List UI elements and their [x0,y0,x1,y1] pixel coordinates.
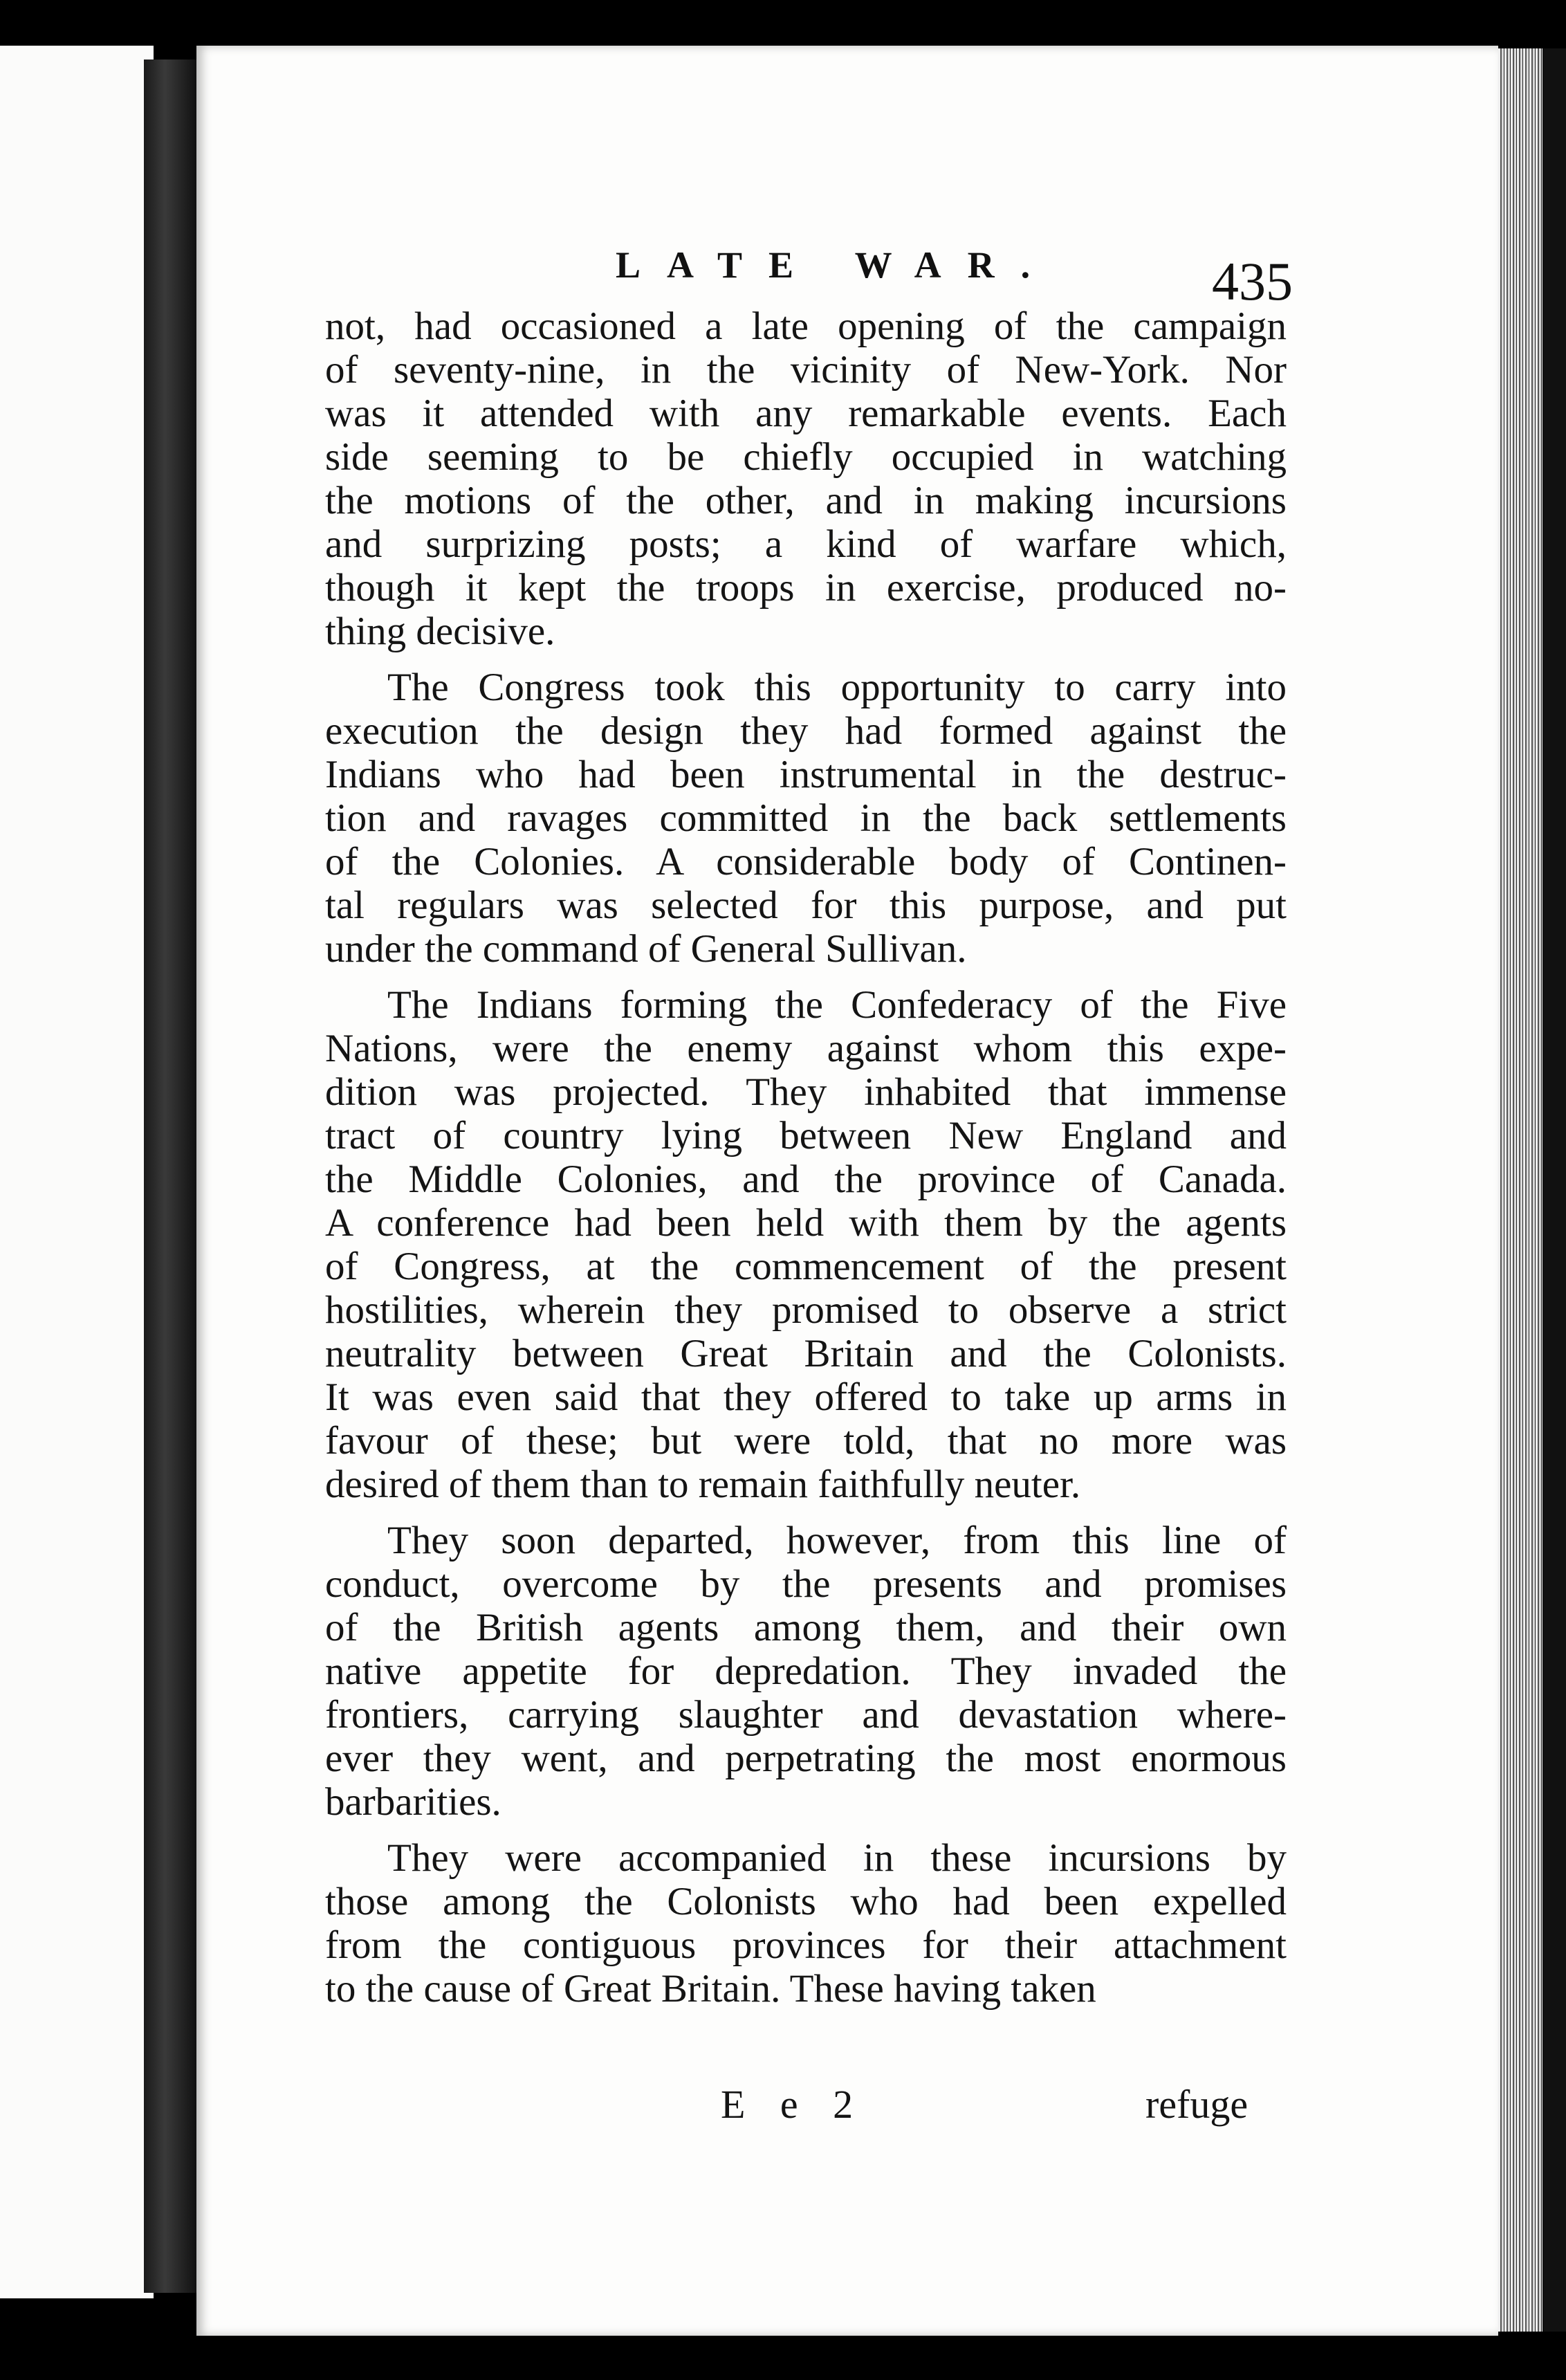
text-line: Indians who had been instrumental in the destruc- [325,753,1287,796]
text-line: was it attended with any remarkable events. Each [325,392,1287,435]
text-line: barbarities. [325,1780,501,1824]
text-line: thing decisive. [325,610,555,653]
running-head: LATE WAR. [616,244,1057,286]
catchword: refuge [1145,2082,1249,2127]
text-line: though it kept the troops in exercise, produced no- [325,566,1287,610]
text-line: and surprizing posts; a kind of warfare which, [325,522,1287,566]
text-line: side seeming to be chiefly occupied in watching [325,435,1287,479]
text-line: of the Colonies. A considerable body of Continen- [325,840,1287,884]
text-line: of the British agents among them, and their own [325,1606,1287,1649]
text-line: not, had occasioned a late opening of the campaign [325,304,1287,348]
text-line: neutrality between Great Britain and the Colonists. [325,1332,1287,1375]
page-fore-edge-shadow [1542,48,1566,2332]
text-line: tion and ravages committed in the back settlements [325,796,1287,840]
paragraph [325,983,1287,1506]
facing-page-edge [0,46,154,2298]
text-line: A conference had been held with them by the agents [325,1201,1287,1245]
text-line: those among the Colonists who had been expelled [325,1880,1287,1923]
text-line: the motions of the other, and in making incursions [325,479,1287,522]
text-line: tal regulars was selected for this purpose, and put [325,884,1287,927]
text-line: favour of these; but were told, that no more was [325,1419,1287,1463]
text-line: to the cause of Great Britain. These having taken [325,1967,1096,2011]
text-line: frontiers, carrying slaughter and devastation where- [325,1693,1287,1737]
text-line: conduct, overcome by the presents and promises [325,1562,1287,1606]
paragraph [325,1836,1287,2011]
text-line: The Congress took this opportunity to carry into [387,666,1287,709]
text-line: the Middle Colonies, and the province of Canada. [325,1157,1287,1201]
text-line: hostilities, wherein they promised to observe a strict [325,1288,1287,1332]
text-line: They soon departed, however, from this line of [387,1519,1287,1562]
paragraph [325,304,1287,653]
text-line: tract of country lying between New England and [325,1114,1287,1157]
book-gutter [144,60,196,2293]
body-text [325,304,1287,2023]
text-line: of Congress, at the commencement of the present [325,1245,1287,1288]
page-number: 435 [1212,251,1293,311]
text-line: dition was projected. They inhabited that immense [325,1070,1287,1114]
signature-mark: E e 2 [721,2082,866,2127]
paragraph [325,1519,1287,1824]
text-line: They were accompanied in these incursions by [387,1836,1287,1880]
text-line: ever they went, and perpetrating the most enormous [325,1737,1287,1780]
text-line: execution the design they had formed against the [325,709,1287,753]
text-line: It was even said that they offered to take up arms in [325,1375,1287,1419]
paragraph [325,666,1287,971]
text-line: from the contiguous provinces for their attachment [325,1923,1287,1967]
text-line: under the command of General Sullivan. [325,927,967,971]
text-line: Nations, were the enemy against whom this expe- [325,1027,1287,1070]
text-line: The Indians forming the Confederacy of the Five [387,983,1287,1027]
text-line: desired of them than to remain faithfully neuter. [325,1463,1081,1506]
text-line: native appetite for depredation. They invaded the [325,1649,1287,1693]
page-fore-edge [1498,48,1542,2332]
text-line: of seventy-nine, in the vicinity of New-York. Nor [325,348,1287,392]
